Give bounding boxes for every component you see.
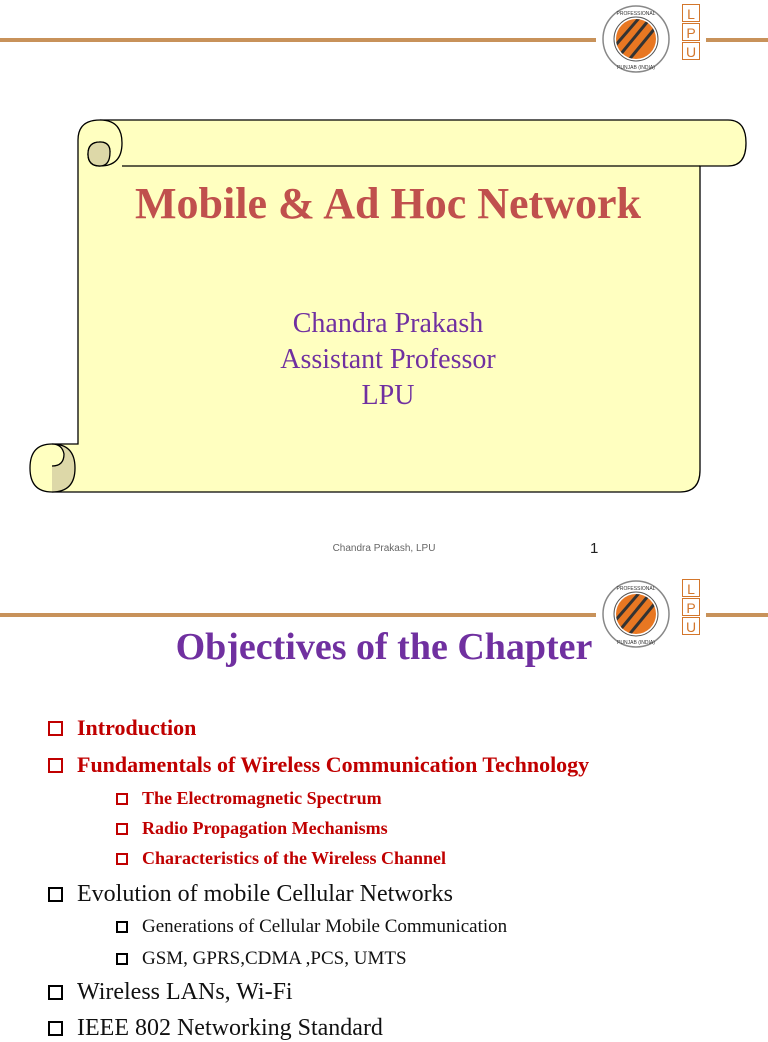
author-org: LPU [361, 380, 415, 411]
list-item-label: Generations of Cellular Mobile Communication [142, 916, 508, 937]
logo-letter: L [682, 4, 700, 22]
list-item [48, 979, 293, 1006]
list-item [116, 848, 446, 869]
checkbox-bullet-icon [116, 853, 128, 865]
list-item [116, 948, 407, 970]
list-item-label: IEEE 802 Networking Standard [77, 1015, 383, 1041]
slide-footer: Chandra Prakash, LPU [332, 543, 436, 554]
list-item-label: Characteristics of the Wireless Channel [142, 848, 446, 868]
author-name: Chandra Prakash [292, 308, 484, 339]
page-number: 1 [590, 540, 599, 557]
list-item [48, 881, 453, 908]
list-item [48, 752, 589, 778]
list-item-label: The Electromagnetic Spectrum [142, 788, 382, 808]
logo-letter: P [682, 598, 700, 616]
checkbox-bullet-icon [48, 758, 63, 773]
list-item-label: Fundamentals of Wireless Communication Technology [77, 752, 590, 777]
list-item-label: Wireless LANs, Wi-Fi [77, 979, 293, 1005]
checkbox-bullet-icon [116, 793, 128, 805]
checkbox-bullet-icon [48, 985, 63, 1000]
list-item-label: Evolution of mobile Cellular Networks [77, 881, 453, 907]
header-rule-right [706, 613, 768, 617]
checkbox-bullet-icon [48, 1021, 63, 1036]
checkbox-bullet-icon [48, 887, 63, 902]
header-rule-left [0, 613, 596, 617]
list-item [116, 916, 507, 938]
list-item [116, 818, 388, 839]
checkbox-bullet-icon [116, 953, 128, 965]
logo-letter: P [682, 23, 700, 41]
author-role: Assistant Professor [280, 344, 496, 375]
objectives-slide [0, 575, 768, 1041]
list-item [48, 715, 196, 741]
list-item-label: GSM, GPRS,CDMA ,PCS, UMTS [142, 948, 407, 969]
list-item [48, 1015, 383, 1042]
svg-text:PROFESSIONAL: PROFESSIONAL [616, 586, 656, 592]
svg-text:PROFESSIONAL: PROFESSIONAL [616, 11, 656, 17]
logo-letter: U [682, 42, 700, 60]
list-item-label: Introduction [77, 715, 197, 740]
logo-letter: U [682, 617, 700, 635]
list-item [116, 788, 382, 809]
svg-text:PUNJAB (INDIA): PUNJAB (INDIA) [617, 65, 655, 71]
slide-title: Objectives of the Chapter [175, 626, 593, 668]
svg-text:PUNJAB (INDIA): PUNJAB (INDIA) [617, 640, 655, 646]
checkbox-bullet-icon [48, 721, 63, 736]
presentation-title: Mobile & Ad Hoc Network [135, 179, 641, 228]
list-item-label: Radio Propagation Mechanisms [142, 818, 388, 838]
scroll-banner [0, 0, 768, 520]
logo-letter: L [682, 579, 700, 597]
checkbox-bullet-icon [116, 823, 128, 835]
checkbox-bullet-icon [116, 921, 128, 933]
